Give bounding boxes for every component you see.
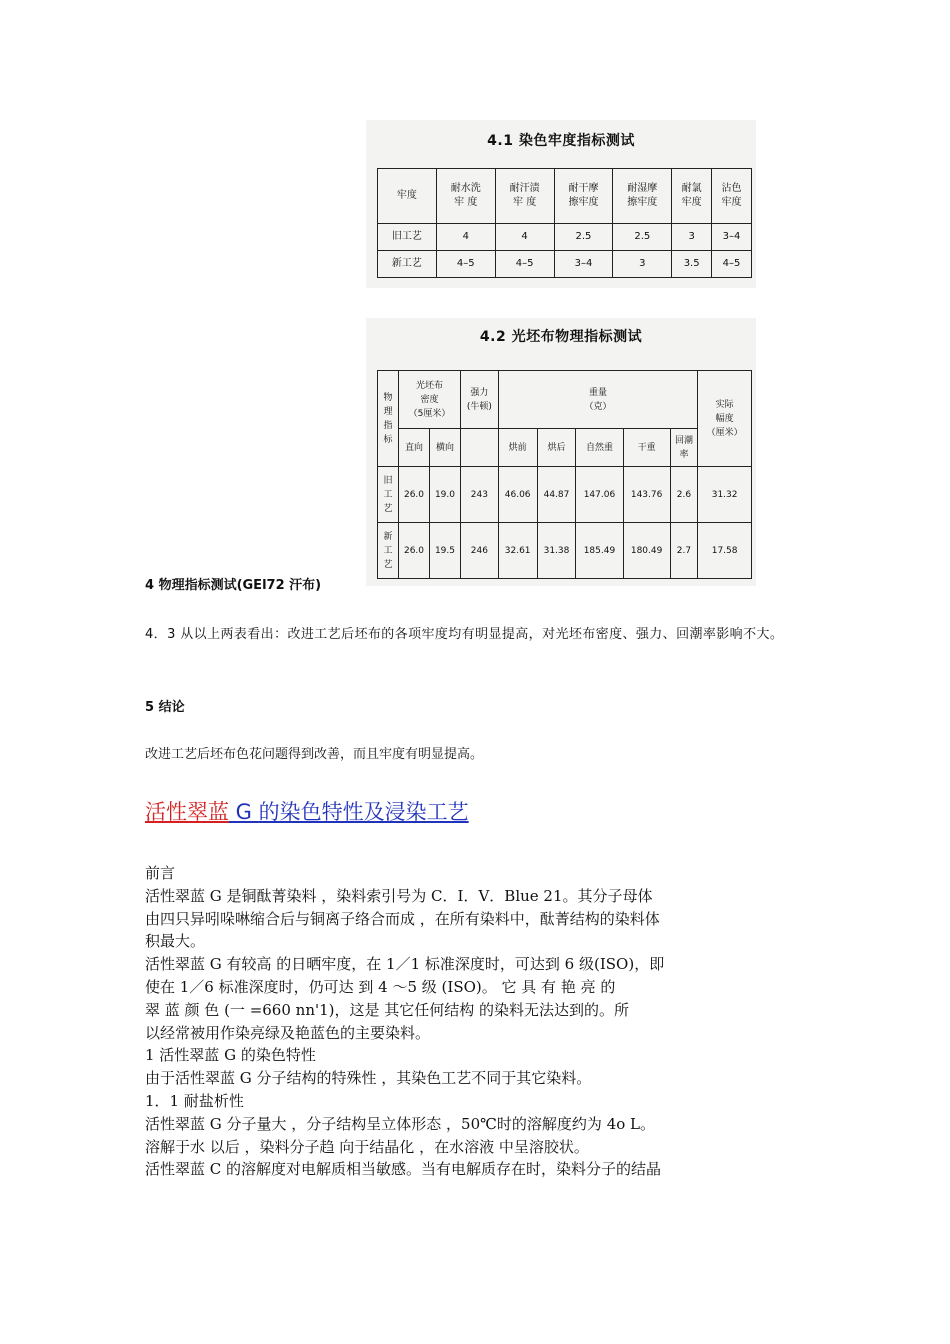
article-body	[145, 862, 810, 1181]
table-cell: 147.06	[576, 467, 623, 523]
table-cell: 3–4	[712, 224, 752, 251]
body-line: 1 活性翠蓝 G 的染色特性	[145, 1046, 316, 1065]
subheader-cell: 干重	[623, 429, 670, 467]
body-line: 活性翠蓝 G 是铜酞菁染料 ，染料索引号为 C．I．V．Blue 21。其分子母体	[145, 886, 653, 905]
body-line: 使在 1／6 标准深度时，仍可达 到 4 ～5 级 (ISO)。 它 具 有 艳 亮 的	[145, 977, 616, 996]
table-4-2-image	[366, 318, 756, 586]
paragraph-4-3: 4．3 从以上两表看出：改进工艺后坯布的各项牢度均有明显提高，对光坯布密度、强力、回潮率影响不大。	[145, 627, 784, 642]
title-part[interactable]: G	[229, 800, 259, 824]
table-cell: 3–4	[554, 251, 613, 278]
body-line: 溶解于水 以后 ，染料分子趋 向于结晶化 ，在水溶液 中呈溶胶状。	[145, 1137, 589, 1156]
table-4-1-image	[366, 120, 756, 288]
table-cell: 2.5	[554, 224, 613, 251]
table-cell: 19.0	[429, 467, 460, 523]
table-row	[378, 224, 752, 251]
table-4-2-caption: 4.2 光坯布物理指标测试	[479, 329, 643, 345]
table-cell: 31.32	[698, 467, 752, 523]
table-header-row	[378, 169, 752, 224]
table-cell: 246	[460, 523, 498, 579]
article-title-link[interactable]	[145, 796, 469, 826]
header-cell: 耐水洗 牢 度	[436, 169, 495, 224]
subheader-cell: 横向	[429, 429, 460, 467]
fastness-table	[377, 168, 752, 278]
body-line: 活性翠蓝 C 的溶解度对电解质相当敏感。当有电解质存在时，染料分子的结晶	[145, 1160, 662, 1179]
subheader-cell: 烘前	[498, 429, 537, 467]
subheader-cell: 自然重	[576, 429, 623, 467]
title-part[interactable]: 的染色特性及浸染工艺	[258, 800, 469, 824]
row-label: 新 工 艺	[378, 523, 399, 579]
header-cell: 物 理 指 标	[378, 371, 399, 467]
table-cell: 3	[613, 251, 672, 278]
row-label: 新工艺	[378, 251, 437, 278]
table-cell: 4	[436, 224, 495, 251]
table-header-row	[378, 371, 752, 429]
section-5-heading: 5 结论	[145, 700, 185, 715]
header-cell: 耐氯 牢度	[672, 169, 712, 224]
subheader-cell: 烘后	[537, 429, 576, 467]
table-cell: 26.0	[399, 467, 430, 523]
body-line: 活性翠蓝 G 分子量大 ，分子结构呈立体形态 ，50℃时的溶解度约为 4o L。	[145, 1114, 655, 1133]
physical-index-table	[377, 370, 752, 579]
table-cell: 4–5	[495, 251, 554, 278]
table-row	[378, 251, 752, 278]
table-cell: 180.49	[623, 523, 670, 579]
header-cell: 耐汗渍 牢 度	[495, 169, 554, 224]
table-row	[378, 467, 752, 523]
header-cell: 牢度	[378, 169, 437, 224]
table-cell: 2.6	[670, 467, 698, 523]
subheader-cell: 直向	[399, 429, 430, 467]
table-row	[378, 523, 752, 579]
title-part[interactable]: 活性翠蓝	[145, 800, 229, 824]
table-cell: 243	[460, 467, 498, 523]
body-line: 以经常被用作染亮绿及艳蓝色的主要染料。	[145, 1023, 431, 1042]
table-cell: 4	[495, 224, 554, 251]
table-cell: 4–5	[712, 251, 752, 278]
table-4-1-caption: 4.1 染色牢度指标测试	[487, 133, 635, 149]
row-label: 旧 工 艺	[378, 467, 399, 523]
table-cell: 185.49	[576, 523, 623, 579]
table-cell: 46.06	[498, 467, 537, 523]
body-line: 由四只异吲哚啉缩合后与铜离子络合而成 ，在所有染料中，酞菁结构的染料体	[145, 909, 660, 928]
subheader-cell: 回潮 率	[670, 429, 698, 467]
body-line: 1．1 耐盐析性	[145, 1091, 244, 1110]
header-cell: 光坯布 密度 （5厘米）	[399, 371, 461, 429]
header-cell: 重量 （克）	[498, 371, 698, 429]
body-line: 活性翠蓝 G 有较高 的日晒牢度，在 1／1 标准深度时，可达到 6 级(ISO)，即	[145, 955, 665, 974]
section-4-heading: 4 物理指标测试(GEl72 汗布)	[145, 578, 322, 593]
body-line: 翠 蓝 颜 色 (一 =660 nn'1)，这是 其它任何结构 的染料无法达到的。所	[145, 1000, 630, 1019]
header-cell: 实际 幅度 （厘米）	[698, 371, 752, 467]
subheader-cell	[460, 429, 498, 467]
header-cell: 沾色 牢度	[712, 169, 752, 224]
table-cell: 26.0	[399, 523, 430, 579]
table-cell: 2.5	[613, 224, 672, 251]
conclusion-paragraph: 改进工艺后坯布色花问题得到改善，而且牢度有明显提高。	[145, 747, 484, 762]
body-line: 由于活性翠蓝 G 分子结构的特殊性 ，其染色工艺不同于其它染料。	[145, 1069, 592, 1088]
table-cell: 3	[672, 224, 712, 251]
header-cell: 耐干摩 擦牢度	[554, 169, 613, 224]
table-cell: 2.7	[670, 523, 698, 579]
table-cell: 31.38	[537, 523, 576, 579]
table-cell: 19.5	[429, 523, 460, 579]
header-cell: 耐湿摩 擦牢度	[613, 169, 672, 224]
table-cell: 44.87	[537, 467, 576, 523]
table-cell: 4–5	[436, 251, 495, 278]
table-cell: 143.76	[623, 467, 670, 523]
body-line: 积最大。	[145, 932, 206, 951]
body-line: 前言	[145, 864, 176, 882]
table-subheader-row	[378, 429, 752, 467]
table-cell: 3.5	[672, 251, 712, 278]
table-cell: 32.61	[498, 523, 537, 579]
header-cell: 强力 (牛顿)	[460, 371, 498, 429]
row-label: 旧工艺	[378, 224, 437, 251]
table-cell: 17.58	[698, 523, 752, 579]
